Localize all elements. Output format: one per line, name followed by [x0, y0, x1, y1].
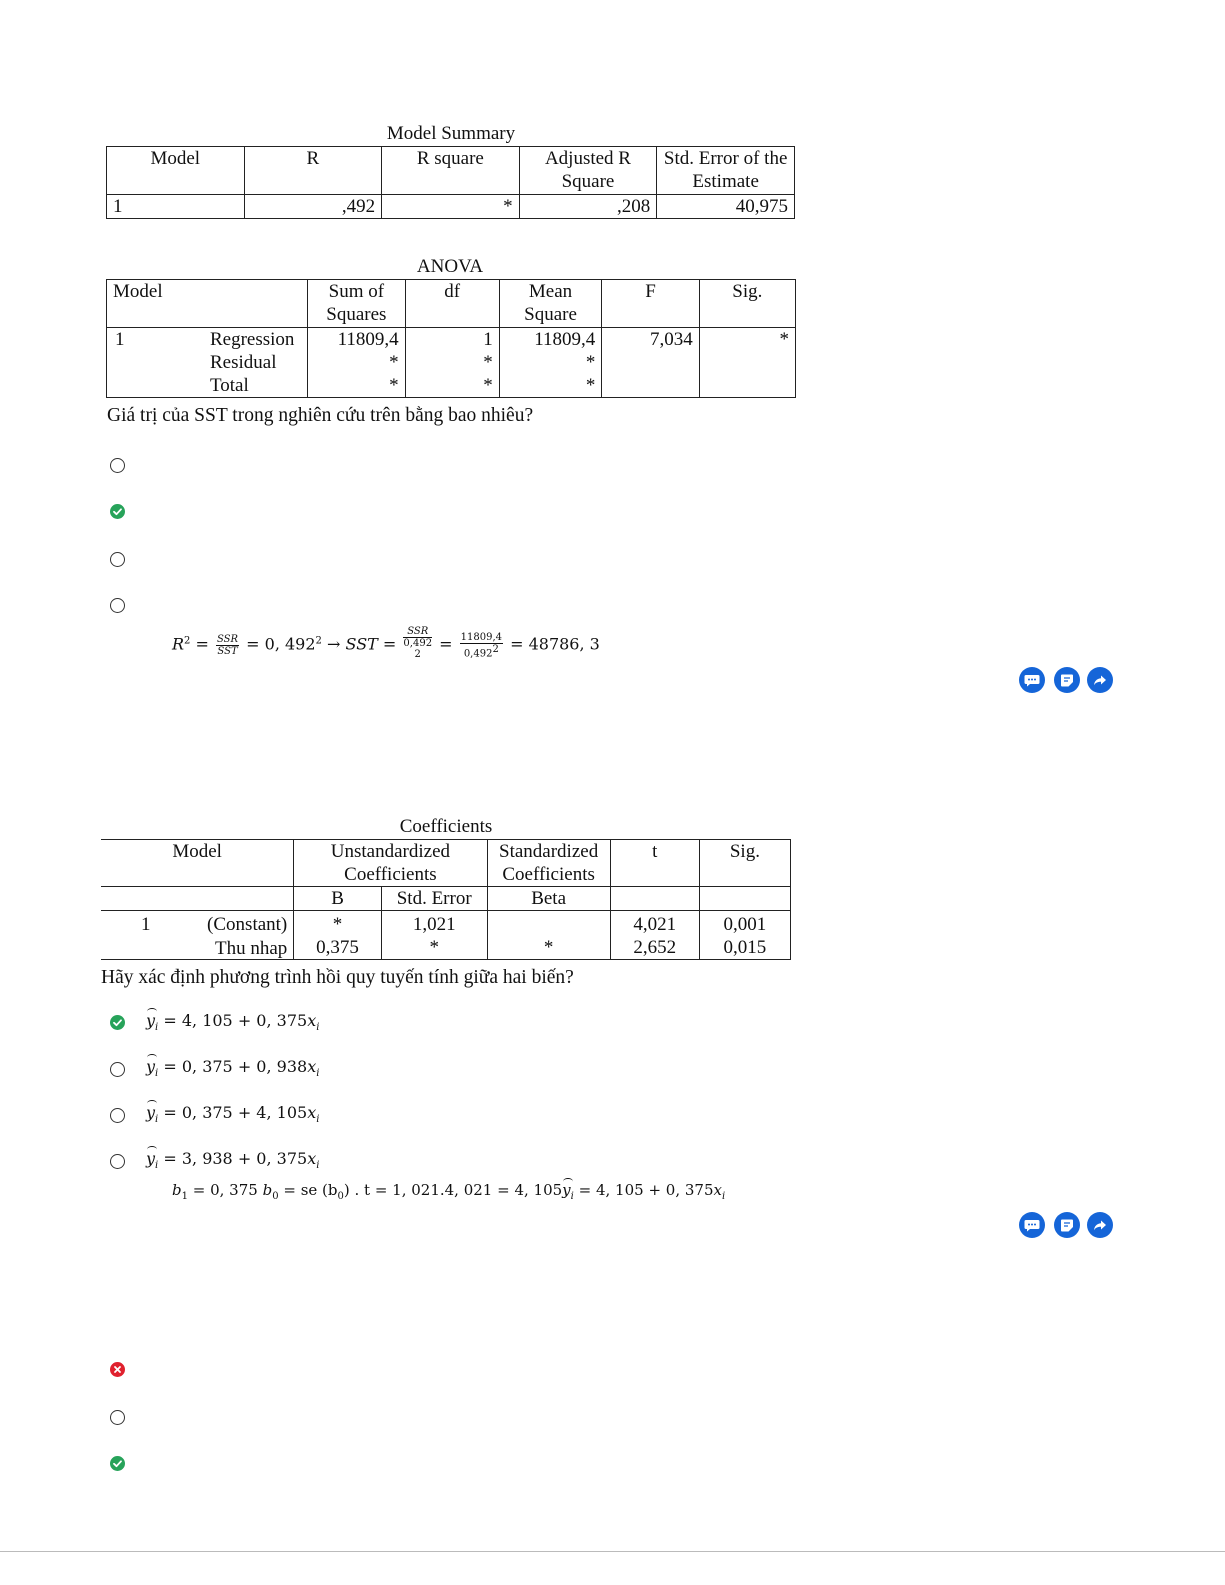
coef-beta-constant [494, 911, 604, 936]
coef-label-thunhap: Thu nhap [214, 938, 288, 959]
note-icon [1054, 667, 1080, 693]
comment-icon [1019, 667, 1045, 693]
anova-title: ANOVA [416, 256, 484, 277]
comment-icon [1019, 1212, 1045, 1238]
ms-cell-r: ,492 [244, 195, 381, 219]
check-icon [110, 1015, 125, 1030]
anova-label-residual: Residual [210, 352, 277, 373]
anova-header-df: df [405, 280, 499, 328]
coef-t-constant: 4,021 [633, 914, 677, 935]
q3-option-1-radio-wrong[interactable] [110, 1362, 125, 1377]
anova-header-f: F [602, 280, 699, 328]
q2-option-3-radio[interactable] [110, 1108, 125, 1123]
ms-header-model: Model [107, 147, 245, 195]
sol-den1: 0,492 [403, 638, 433, 649]
anova-df-col [405, 328, 499, 398]
sol2-part2: = se (b [283, 1181, 338, 1199]
coef-beta-col [487, 911, 610, 960]
q2-comment-button[interactable] [1019, 1212, 1045, 1238]
coef-header-unstd: Unstandardized Coefficients [294, 840, 487, 887]
q2-option-3-text[interactable]: $y_i = 0$, 375 + 4, $105x_i$ [146, 1103, 320, 1126]
anova-header-ms: Mean Square [499, 280, 602, 328]
ms-header-r: R [244, 147, 381, 195]
coef-beta-thunhap: * [543, 937, 554, 958]
ms-header-rsquare: R square [382, 147, 520, 195]
ms-header-adjusted: Adjusted R Square [519, 147, 657, 195]
note-icon [1054, 1212, 1080, 1238]
sol2-part4: = 4, 105 + 0, 375 [578, 1181, 714, 1199]
q2-option-1-radio-correct[interactable] [110, 1015, 125, 1030]
coef-header-sig: Sig. [699, 840, 790, 887]
q3-option-3-radio-correct[interactable] [110, 1456, 125, 1471]
anova-header-sig: Sig. [699, 280, 795, 328]
anova-label-total: Total [210, 375, 249, 396]
anova-ms-regression: 11809,4 [534, 329, 596, 350]
anova-df-regression: 1 [483, 329, 493, 350]
q2-question: Hãy xác định phương trình hồi quy tuyến tính giữa hai biến? [101, 967, 574, 988]
q2-note-button[interactable] [1054, 1212, 1080, 1238]
model-summary-title: Model Summary [386, 123, 516, 144]
q1-solution: $R^2$ = $\frac{\text{SSR}}{\text{SST}}$ = 0, $492^2$ → SST = SSR 0,492 $^2$ = $\frac{11809,4}{0,492^2}$ = 48786, 3 [172, 626, 600, 660]
coefficients-title: Coefficients [399, 816, 493, 837]
q2-share-button[interactable] [1087, 1212, 1113, 1238]
coef-header-se: Std. Error [381, 887, 487, 911]
anova-sig: * [699, 328, 795, 398]
sol-eq1: = 0, 492 [246, 634, 316, 654]
sol2-part3: ) . t = 1, 021.4, 021 = 4, 105 [343, 1181, 563, 1199]
ms-header-stderr: Std. Error of the Estimate [657, 147, 795, 195]
q3-option-2-radio[interactable] [110, 1410, 125, 1425]
sol-arrow: → [327, 634, 341, 654]
anova-ms-total: * [585, 375, 596, 396]
coef-b-thunhap: 0,375 [316, 937, 359, 958]
sol-ssr: SSR [217, 633, 239, 645]
anova-ss-total: * [389, 375, 399, 396]
ms-cell-rsquare: * [382, 195, 520, 219]
anova-model-cell [107, 328, 308, 398]
coefficients-table [101, 839, 791, 960]
anova-header-model: Model [107, 280, 308, 328]
coef-header-model: Model [101, 840, 294, 887]
q1-option-1-radio[interactable] [110, 458, 125, 473]
coef-header-beta: Beta [487, 887, 610, 911]
q1-option-4-radio[interactable] [110, 598, 125, 613]
anova-ms-residual: * [585, 352, 596, 373]
anova-f: 7,034 [602, 328, 699, 398]
coef-t-thunhap: 2,652 [633, 937, 677, 958]
coef-sig-col [699, 911, 790, 960]
coef-model-num: 1 [141, 914, 151, 935]
coef-se-constant: 1,021 [412, 914, 456, 935]
coef-header-std: Standardized Coefficients [487, 840, 610, 887]
anova-header-ss: Sum of Squares [308, 280, 406, 328]
cross-icon [110, 1362, 125, 1377]
check-icon [110, 1456, 125, 1471]
q2-option-4-text[interactable]: $y_i = 3$, 938 + 0, $375x_i$ [146, 1149, 320, 1172]
anova-table [106, 279, 796, 398]
coef-se-col [381, 911, 487, 960]
ms-cell-adjusted: ,208 [519, 195, 657, 219]
share-icon [1087, 667, 1113, 693]
coef-label-constant: (Constant) [207, 914, 288, 935]
sol-r: R [172, 634, 185, 654]
q1-option-3-radio[interactable] [110, 552, 125, 567]
coef-header-t: t [610, 840, 699, 887]
q2-option-1-text[interactable]: $y_i = 4$, 105 + 0, $375x_i$ [146, 1011, 320, 1034]
coef-model-cell [101, 911, 294, 960]
page-bottom-divider [0, 1551, 1225, 1552]
sol-sst-label: SST [345, 634, 378, 654]
anova-df-residual: * [483, 352, 493, 373]
coef-t-col [610, 911, 699, 960]
sol-sst: SST [217, 645, 238, 657]
anova-ms-col [499, 328, 602, 398]
share-icon [1087, 1212, 1113, 1238]
check-icon [110, 504, 125, 519]
sol-eq: = [382, 634, 397, 654]
q1-comment-button[interactable] [1019, 667, 1045, 693]
q2-option-2-text[interactable]: $y_i = 0$, 375 + 0, $938x_i$ [146, 1057, 320, 1080]
ms-cell-stderr: 40,975 [657, 195, 795, 219]
q1-share-button[interactable] [1087, 667, 1113, 693]
anova-ss-regression: 11809,4 [337, 329, 399, 350]
model-summary-table [106, 146, 795, 219]
coef-sig-thunhap: 0,015 [723, 937, 767, 958]
q2-solution: $b_1 = 0$, 375 $b_0$ = se $(b_0)$ . t = 1, 021.4, 021 = 4, $105y_i = 4$, 105 + 0, $375x_i$ [172, 1181, 726, 1202]
anova-ss-residual: * [389, 352, 399, 373]
coef-header-b: B [294, 887, 382, 911]
q1-note-button[interactable] [1054, 667, 1080, 693]
anova-ss-col [308, 328, 406, 398]
sol-num2: 11809,4 [460, 631, 502, 643]
coef-sig-constant: 0,001 [723, 914, 767, 935]
q1-question: Giá trị của SST trong nghiên cứu trên bằng bao nhiêu? [107, 405, 534, 426]
coef-b-col [294, 911, 382, 960]
anova-df-total: * [483, 375, 493, 396]
anova-label-regression: Regression [210, 329, 295, 350]
q2-option-4-radio[interactable] [110, 1154, 125, 1169]
sol2-part1: = 0, 375 [192, 1181, 258, 1199]
ms-cell-model: 1 [107, 195, 245, 219]
q1-option-2-radio-correct[interactable] [110, 504, 125, 519]
sol-result: = 48786, 3 [510, 634, 600, 654]
q2-option-2-radio[interactable] [110, 1062, 125, 1077]
anova-model-num: 1 [115, 329, 125, 350]
coef-b-constant: * [332, 914, 343, 935]
coef-se-thunhap: * [429, 937, 439, 958]
